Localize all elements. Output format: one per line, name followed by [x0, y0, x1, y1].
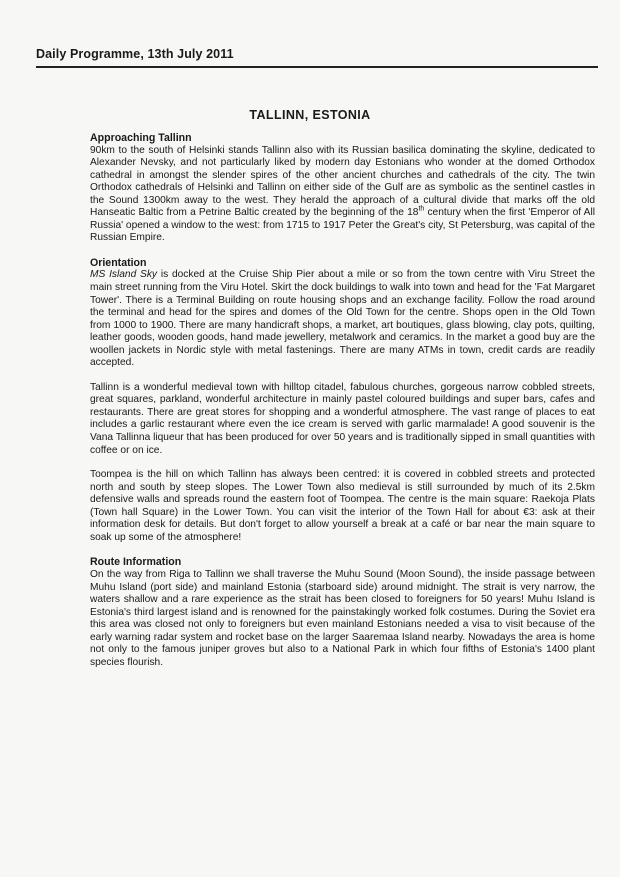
ship-name: MS Island Sky	[90, 269, 158, 281]
paragraph-approaching-text-b: century when the first 'Emperor of All Russia' opened a window to the west: from 1715 to 1917 Peter the Great's city, St Petersburg, was capital of the Russian Empire.	[90, 207, 595, 244]
paragraph-orientation-2: Tallinn is a wonderful medieval town with hilltop citadel, fabulous churches, gorgeous narrow cobbled streets, great squares, parkland, wonderful architecture in mainly pastel coloured buildings and super bars, cafes and restaurants. There are great stores for shopping and a wonderful atmosphere. The vast range of places to eat includes a garlic restaurant where even the ice cream is served with garlic marmalade! A good souvenir is the Vana Tallinna liqueur that has been produced for over 50 years and is traditionally sipped in small quantities with coffee or on ice.	[90, 381, 595, 456]
paragraph-approaching	[90, 145, 595, 245]
page-title: TALLINN, ESTONIA	[249, 108, 371, 122]
section-route	[90, 556, 595, 669]
paragraph-orientation-1	[90, 269, 595, 369]
paragraph-orientation-3: Toompea is the hill on which Tallinn has always been centred: it is covered in cobbled streets and protected north and south by steep slopes. The Lower Town also medieval is still surrounded by much of its 2.5km defensive walls and spreads round the eastern foot of Toompea. The centre is the main square: Raekoja Plats (Town hall Square) in the Lower Town. You can visit the interior of the Town Hall for about €3: ask at their information desk for details. But don't forget to allow yourself a break at a café or bar near the main square to soak up some of the atmosphere!	[90, 469, 595, 543]
header-divider	[36, 66, 598, 68]
paragraph-route: On the way from Riga to Tallinn we shall traverse the Muhu Sound (Moon Sound), the inside passage between Muhu Island (port side) and mainland Estonia (starboard side) around midnight. The strait is very narrow, the waters shallow and a rare experience as the strait has been closed to foreigners for 50 years! Muhu Island is Estonia's third largest island and is renowned for the painstakingly worked folk costumes. During the Soviet era this area was closed not only to foreigners but even mainland Estonians needed a visa to visit because of the early warning radar system and rocket base on the larger Saaremaa Island nearby. Nowadays the area is home not only to the famous juniper groves but also to a National Park in which four fifths of Estonia's 1400 plant species flourish.	[90, 568, 595, 668]
section-orientation	[90, 257, 595, 544]
section-heading-approaching: Approaching Tallinn	[90, 132, 192, 144]
paragraph-approaching-text-a: 90km to the south of Helsinki stands Tallinn also with its Russian basilica dominating the skyline, dedicated to Alexander Nevsky, and not particularly liked by modern day Estonians who wonder at the domed Orthodox cathedral in amongst the slender spires of the other ancient churches and cathedrals of the city. The twin Orthodox cathedrals of Helsinki and Tallinn on either side of the Gulf are as symbolic as the sentinel castles in the Sound 1300km away to the west. They herald the approach of a cultural divide that marks off the old Hanseatic Baltic from a Petrine Baltic created by the beginning of the 18	[90, 144, 595, 219]
section-approaching	[90, 132, 595, 245]
superscript-th: th	[418, 205, 425, 213]
paragraph-orientation-1-text: is docked at the Cruise Ship Pier about a mile or so from the town centre with Viru Street the main street running from the Viru Hotel. Skirt the dock buildings to walk into town and head for the 'Fat Margaret Tower'. There is a Terminal Building on route housing shops and an exchange facility. Follow the road around the terminal and head for the spires and domes of the Old Town for the centre. Shops open in the Old Town from 1000 to 1900. There are many handicraft shops, a market, art boutiques, glass blowing, clay pots, quilting, leather goods, wooden goods, hand made jewellery, metalwork and ceramics. In the market a good buy are the woollen jackets in Nordic style with metal fastenings. There are many ATMs in town, credit cards are readily accepted.	[90, 269, 595, 369]
section-heading-route: Route Information	[90, 556, 182, 569]
document-body	[90, 132, 595, 669]
section-heading-orientation: Orientation	[90, 256, 147, 269]
page-header-title: Daily Programme, 13th July 2011	[36, 47, 234, 61]
